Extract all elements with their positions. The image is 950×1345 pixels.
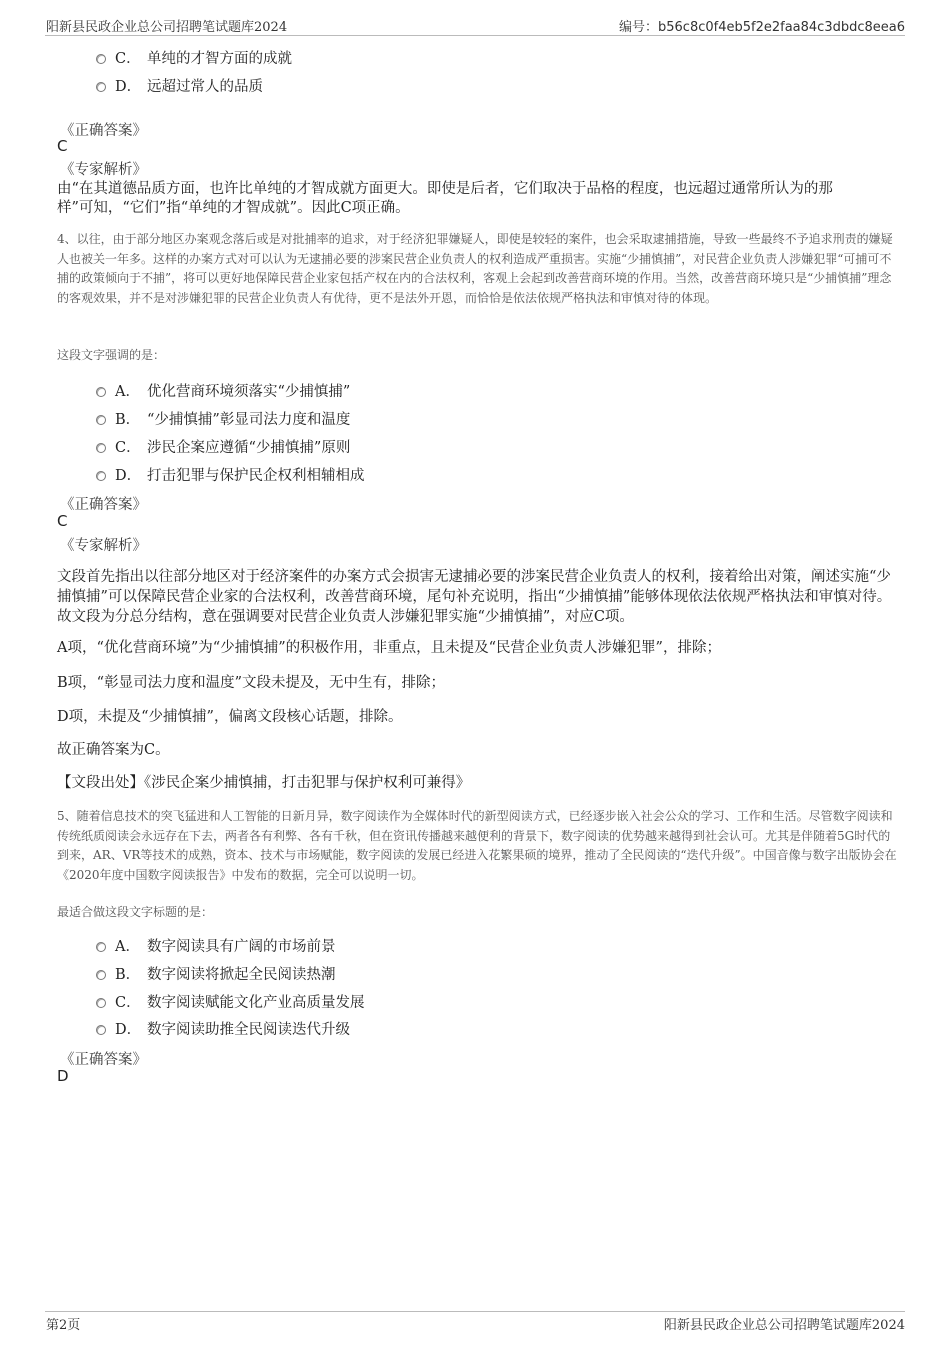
q4-source: 【文段出处】《涉民企案少捕慎捕，打击犯罪与保护权利可兼得》 bbox=[57, 775, 471, 791]
q4-analysis-d: D项，未提及“少捕慎捕”，偏离文段核心话题，排除。 bbox=[57, 709, 403, 725]
option-letter: D． bbox=[115, 78, 142, 95]
q4-answer: C bbox=[57, 512, 68, 530]
footer-title: 阳新县民政企业总公司招聘笔试题库2024 bbox=[663, 1318, 905, 1333]
q4-stem: 这段文字强调的是： bbox=[57, 348, 166, 362]
option-letter: B． bbox=[115, 966, 141, 983]
option-letter: A． bbox=[115, 383, 140, 400]
q4-option-a[interactable] bbox=[96, 379, 350, 401]
serial-number bbox=[619, 16, 905, 35]
option-text: 数字阅读将掀起全民阅读热潮 bbox=[147, 966, 336, 983]
q4-analysis-paragraph: 文段首先指出以往部分地区对于经济案件的办案方式会损害无逮捕必要的涉案民营企业负责人的权利，接着给出对策，阐述实施“少捕慎捕”可以保障民营企业家的合法权利，改善营商环境，尾句补充说明，指出“少捕慎捕”能够体现依法依规严格执法和审慎对待。故文段为分总分结构，意在强调要对民营企业负责人涉嫌犯罪实施“少捕慎捕”，对应C项。 bbox=[57, 569, 892, 625]
q5-passage: 5、随着信息技术的突飞猛进和人工智能的日新月异，数字阅读作为全媒体时代的新型阅读方式，已经逐步嵌入社会公众的学习、工作和生活。尽管数字阅读和传统纸质阅读会永远存在下去，两者各有利弊、各有千秋，但在资讯传播越来越便利的背景下，数字阅读的优势越来越得到社会认可。尤其是伴随着5G时代的到来，AR、VR等技术的成熟，资本、技术与市场赋能，数字阅读的发展已经进入花繁果硕的境界，推动了全民阅读的“迭代升级”。中国音像与数字出版协会在《2020年度中国数字阅读报告》中发布的数据，完全可以说明一切。 bbox=[57, 809, 897, 882]
option-letter: B． bbox=[115, 411, 141, 428]
q4-answer-label: 《正确答案》 bbox=[60, 497, 147, 513]
radio-icon[interactable] bbox=[96, 54, 106, 64]
option-text: 远超过常人的品质 bbox=[147, 78, 263, 95]
q5-option-d[interactable] bbox=[96, 1017, 350, 1039]
radio-icon[interactable] bbox=[96, 415, 106, 425]
q4-passage: 4、以往，由于部分地区办案观念落后或是对批捕率的追求，对于经济犯罪嫌疑人，即使是较轻的案件，也会采取逮捕措施，导致一些最终不予追求刑责的嫌疑人也被关一年多。这样的办案方式对可以认为无逮捕必要的涉案民营企业负责人的权利造成严重损害。实施“少捕慎捕”，对民营企业负责人涉嫌犯罪“可捕可不捕的政策倾向于不捕”，将可以更好地保障民营企业家包括产权在内的合法权利，客观上会起到改善营商环境的作用。当然，改善营商环境只是“少捕慎捕”理念的客观效果，并不是对涉嫌犯罪的民营企业负责人有优待，更不是法外开恩，而恰恰是依法依规严格执法和审慎对待的体现。 bbox=[57, 232, 893, 305]
q4-option-d[interactable] bbox=[96, 463, 365, 485]
q5-option-a[interactable] bbox=[96, 934, 336, 956]
radio-icon[interactable] bbox=[96, 443, 106, 453]
q3-answer: C bbox=[57, 137, 68, 155]
q4-analysis-b: B项，“彰显司法力度和温度”文段未提及，无中生有，排除； bbox=[57, 675, 445, 691]
q3-answer-label: 《正确答案》 bbox=[60, 123, 147, 139]
option-letter: D． bbox=[115, 467, 142, 484]
q4-option-b[interactable] bbox=[96, 407, 350, 429]
radio-icon[interactable] bbox=[96, 82, 106, 92]
q4-analysis-label: 《专家解析》 bbox=[60, 538, 147, 554]
q3-option-c[interactable] bbox=[96, 46, 292, 68]
serial-label: 编号： bbox=[618, 20, 658, 35]
radio-icon[interactable] bbox=[96, 998, 106, 1008]
option-text: 优化营商环境须落实“少捕慎捕” bbox=[147, 383, 351, 400]
option-text: 数字阅读赋能文化产业高质量发展 bbox=[147, 994, 365, 1011]
header-divider bbox=[45, 35, 905, 36]
option-letter: A． bbox=[115, 938, 140, 955]
q5-option-c[interactable] bbox=[96, 990, 365, 1012]
option-text: 单纯的才智方面的成就 bbox=[147, 50, 292, 67]
q3-option-d[interactable] bbox=[96, 74, 263, 96]
q5-option-b[interactable] bbox=[96, 962, 336, 984]
option-letter: C． bbox=[115, 50, 141, 67]
serial-value: b56c8c0f4eb5f2e2faa84c3dbdc8eea6 bbox=[658, 20, 905, 35]
option-letter: D． bbox=[115, 1021, 142, 1038]
option-letter: C． bbox=[115, 994, 141, 1011]
radio-icon[interactable] bbox=[96, 387, 106, 397]
q5-stem: 最适合做这段文字标题的是： bbox=[57, 905, 214, 919]
q3-analysis-line2: 样”可知，“它们”指“单纯的才智成就”。因此C项正确。 bbox=[57, 200, 410, 216]
page-number: 第2页 bbox=[46, 1318, 81, 1333]
option-letter: C． bbox=[115, 439, 141, 456]
radio-icon[interactable] bbox=[96, 1025, 106, 1035]
footer-divider bbox=[45, 1311, 905, 1312]
radio-icon[interactable] bbox=[96, 942, 106, 952]
header-title: 阳新县民政企业总公司招聘笔试题库2024 bbox=[46, 20, 288, 35]
q3-analysis-line1: 由“在其道德品质方面，也许比单纯的才智成就方面更大。即使是后者，它们取决于品格的程度，也远超过通常所认为的那 bbox=[57, 181, 833, 197]
q3-analysis-label: 《专家解析》 bbox=[60, 162, 147, 178]
option-text: “少捕慎捕”彰显司法力度和温度 bbox=[147, 411, 351, 428]
q5-answer-label: 《正确答案》 bbox=[60, 1052, 147, 1068]
option-text: 数字阅读助推全民阅读迭代升级 bbox=[147, 1021, 350, 1038]
option-text: 数字阅读具有广阔的市场前景 bbox=[147, 938, 336, 955]
q5-answer: D bbox=[57, 1067, 69, 1085]
option-text: 打击犯罪与保护民企权利相辅相成 bbox=[147, 467, 365, 484]
option-text: 涉民企案应遵循“少捕慎捕”原则 bbox=[147, 439, 351, 456]
radio-icon[interactable] bbox=[96, 471, 106, 481]
q4-analysis-a: A项，“优化营商环境”为“少捕慎捕”的积极作用，非重点，且未提及“民营企业负责人涉嫌犯罪”，排除； bbox=[57, 640, 721, 656]
q4-option-c[interactable] bbox=[96, 435, 350, 457]
q4-conclusion: 故正确答案为C。 bbox=[57, 742, 170, 758]
radio-icon[interactable] bbox=[96, 970, 106, 980]
